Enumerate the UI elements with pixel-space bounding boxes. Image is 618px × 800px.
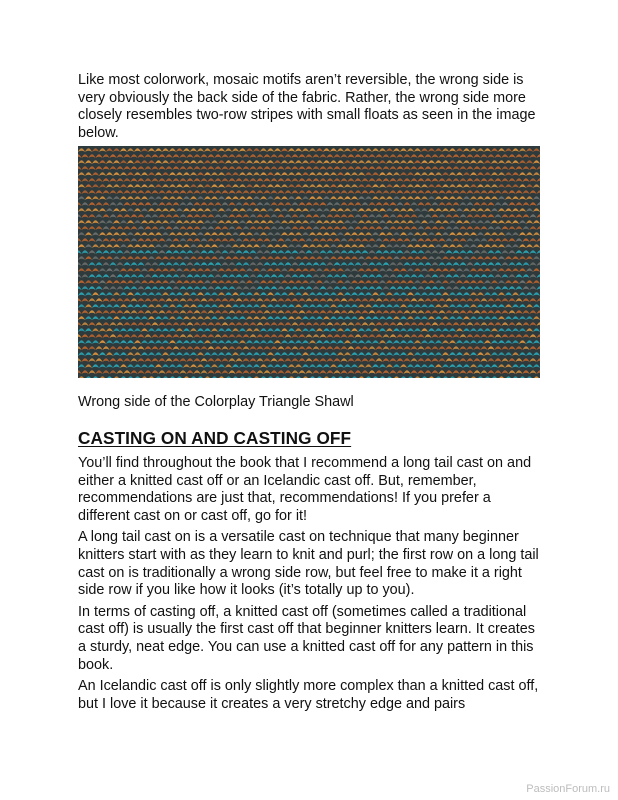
knitted-fabric-photo	[78, 146, 540, 378]
paragraph-2: A long tail cast on is a versatile cast on technique that many beginner knitters start with as they learn to knit and purl; the first row on a long tail cast on is traditionally a wrong side row, but feel free to make it a right side row if you like how it looks (it’s totally up to you).	[78, 529, 539, 599]
document-page	[78, 72, 546, 717]
photo-caption: Wrong side of the Colorplay Triangle Shawl	[78, 394, 354, 411]
paragraph-3: In terms of casting off, a knitted cast off (sometimes called a traditional cast off) is usually the first cast off that beginner knitters learn. It creates a sturdy, neat edge. You can use a knitted cast off for any pattern in this book.	[78, 603, 535, 673]
paragraph-4: An Icelandic cast off is only slightly more complex than a knitted cast off, but I love it because it creates a very stretchy edge and pairs	[78, 678, 539, 712]
intro-paragraph: Like most colorwork, mosaic motifs aren’t reversible, the wrong side is very obviously the back side of the fabric. Rather, the wrong side more closely resembles two-row stripes with small floats as seen in the image below.	[78, 72, 536, 141]
section-heading: CASTING ON AND CASTING OFF	[78, 427, 352, 448]
watermark: PassionForum.ru	[526, 783, 610, 795]
paragraph-1: You’ll find throughout the book that I recommend a long tail cast on and either a knitted cast off or an Icelandic cast off. But, remember, recommendations are just that, recommendations! If you prefer a different cast on or cast off, go for it!	[78, 454, 532, 524]
